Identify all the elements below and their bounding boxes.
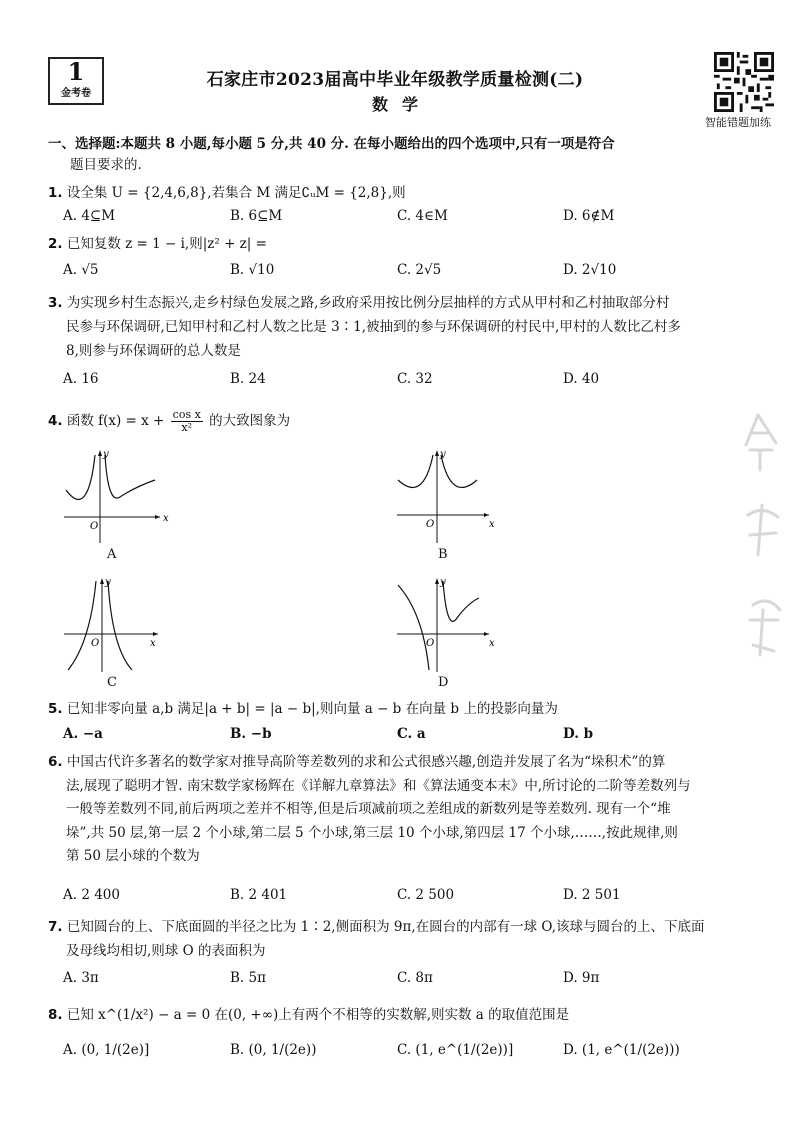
x-axis-arrow bbox=[484, 632, 489, 636]
curve-left bbox=[68, 581, 96, 670]
origin-label: O bbox=[426, 638, 435, 649]
question-line: 及母线均相切,则球 O 的表面积为 bbox=[66, 943, 266, 959]
q8-option-a[interactable]: A. (0, 1/(2e)] bbox=[63, 1042, 150, 1058]
question-stem: 已知非零向量 a,b 满足|a + b| = |a − b|,则向量 a − b 在向量 b 上的投影向量为 bbox=[66, 701, 558, 717]
exam-title: 石家庄市2023届高中毕业年级教学质量检测(二) bbox=[206, 70, 584, 90]
question-line: 一般等差数列不同,前后两项之差并不相等,但是后项减前项之差组成的新数列是等差数列. 现有一个“堆 bbox=[66, 801, 671, 817]
q7-option-c[interactable]: C. 8π bbox=[397, 970, 433, 986]
x-axis-arrow bbox=[484, 513, 489, 517]
watermark-calligraphy bbox=[738, 405, 788, 685]
question-line: 已知圆台的上、下底面圆的半径之比为 1∶2,侧面积为 9π,在圆台的内部有一球 O,该球与圆台的上、下底面 bbox=[66, 919, 705, 935]
axis-y-label: y bbox=[440, 577, 446, 588]
graph-d-label: D bbox=[438, 675, 449, 690]
y-axis-arrow bbox=[98, 450, 102, 456]
graph-d[interactable] bbox=[393, 573, 503, 673]
question-line: 为实现乡村生态振兴,走乡村绿色发展之路,乡政府采用按比例分层抽样的方式从甲村和乙村抽取部分村 bbox=[66, 295, 670, 311]
q1-option-c[interactable]: C. 4∈M bbox=[397, 208, 448, 224]
q6-option-a[interactable]: A. 2 400 bbox=[63, 887, 120, 903]
axis-x-label: x bbox=[489, 638, 495, 649]
q7-option-a[interactable]: A. 3π bbox=[63, 970, 99, 986]
question-number: 5. bbox=[48, 701, 63, 717]
graph-a[interactable] bbox=[60, 445, 170, 545]
x-axis-arrow bbox=[155, 515, 160, 519]
graph-a-label: A bbox=[107, 547, 117, 562]
origin-label: O bbox=[90, 521, 99, 532]
q1-option-b[interactable]: B. 6⊆M bbox=[230, 208, 283, 224]
q8-option-d[interactable]: D. (1, e^(1/(2e))) bbox=[563, 1042, 680, 1058]
question-stem: 设全集 U = {2,4,6,8},若集合 M 满足∁ᵤM = {2,8},则 bbox=[66, 185, 406, 201]
q3-option-d[interactable]: D. 40 bbox=[563, 371, 600, 387]
question-5 bbox=[48, 699, 558, 719]
graph-c-label: C bbox=[107, 675, 117, 690]
y-axis-arrow bbox=[435, 578, 439, 584]
qr-code-icon[interactable] bbox=[714, 52, 774, 112]
q5-option-b[interactable]: B. −b bbox=[230, 726, 272, 742]
question-line: 垛”,共 50 层,第一层 2 个小球,第二层 5 个小球,第三层 10 个小球,第四层 17 个小球,……,按此规律,则 bbox=[66, 824, 678, 841]
q3-option-b[interactable]: B. 24 bbox=[230, 371, 266, 387]
badge-label: 金考卷 bbox=[61, 88, 91, 99]
q2-option-d[interactable]: D. 2√10 bbox=[563, 262, 617, 278]
curve-left bbox=[398, 585, 429, 670]
x-axis-arrow bbox=[153, 632, 158, 636]
q3-option-c[interactable]: C. 32 bbox=[397, 371, 433, 387]
curve-left bbox=[66, 455, 95, 499]
q5-option-a[interactable]: A. −a bbox=[63, 726, 103, 742]
badge-number: 1 bbox=[67, 57, 85, 86]
y-axis-arrow bbox=[435, 450, 439, 456]
curve-right bbox=[105, 455, 155, 498]
fraction-numerator: cos x bbox=[172, 408, 201, 421]
qr-label: 智能错题加练 bbox=[705, 116, 771, 129]
q2-option-b[interactable]: B. √10 bbox=[230, 262, 275, 278]
question-number: 6. bbox=[48, 754, 63, 770]
axis-y-label: y bbox=[440, 449, 446, 460]
question-stem-post: 的大致图象为 bbox=[209, 413, 291, 429]
question-1 bbox=[48, 183, 406, 203]
question-8 bbox=[48, 1005, 569, 1025]
q1-option-a[interactable]: A. 4⊆M bbox=[63, 208, 116, 224]
q2-option-a[interactable]: A. √5 bbox=[63, 262, 99, 278]
question-7 bbox=[48, 915, 705, 963]
question-number: 3. bbox=[48, 295, 63, 311]
section-line1: 一、选择题:本题共 8 小题,每小题 5 分,共 40 分. 在每小题给出的四个选项中,只有一项是符合 bbox=[48, 136, 615, 152]
curve-right bbox=[443, 581, 479, 621]
curve-right bbox=[108, 581, 132, 670]
q2-option-c[interactable]: C. 2√5 bbox=[397, 262, 442, 278]
q8-option-c[interactable]: C. (1, e^(1/(2e))] bbox=[397, 1042, 514, 1058]
y-axis-arrow bbox=[100, 578, 104, 584]
axis-x-label: x bbox=[150, 638, 156, 649]
origin-label: O bbox=[91, 638, 100, 649]
question-stem: 已知复数 z = 1 − i,则|z² + z| = bbox=[66, 236, 267, 252]
question-number: 1. bbox=[48, 185, 63, 201]
question-number: 4. bbox=[48, 413, 63, 429]
fraction-denominator: x² bbox=[181, 421, 193, 434]
q1-option-d[interactable]: D. 6∉M bbox=[563, 208, 615, 224]
question-number: 8. bbox=[48, 1007, 63, 1023]
q6-option-d[interactable]: D. 2 501 bbox=[563, 887, 621, 903]
question-number: 2. bbox=[48, 236, 63, 252]
axis-x-label: x bbox=[163, 513, 169, 524]
question-3 bbox=[48, 291, 681, 363]
question-stem-pre: 函数 f(x) = x + bbox=[66, 413, 165, 429]
question-6 bbox=[48, 751, 691, 869]
question-line: 第 50 层小球的个数为 bbox=[66, 848, 200, 864]
question-line: 中国古代许多著名的数学家对推导高阶等差数列的求和公式很感兴趣,创造并发展了名为“垛积术”的算 bbox=[66, 754, 666, 770]
q5-option-d[interactable]: D. b bbox=[563, 726, 594, 742]
question-line: 民参与环保调研,已知甲村和乙村人数之比是 3∶1,被抽到的参与环保调研的村民中,甲村的人数比乙村多 bbox=[66, 319, 681, 335]
q8-option-b[interactable]: B. (0, 1/(2e)) bbox=[230, 1042, 317, 1058]
axis-y-label: y bbox=[105, 577, 111, 588]
origin-label: O bbox=[426, 519, 435, 530]
q6-option-c[interactable]: C. 2 500 bbox=[397, 887, 455, 903]
q7-option-b[interactable]: B. 5π bbox=[230, 970, 266, 986]
axis-x-label: x bbox=[489, 519, 495, 530]
subject-title: 数学 bbox=[371, 95, 432, 114]
q3-option-a[interactable]: A. 16 bbox=[63, 371, 99, 387]
curve-right bbox=[441, 455, 477, 487]
section-instructions bbox=[48, 134, 615, 176]
question-line: 8,则参与环保调研的总人数是 bbox=[66, 343, 241, 359]
curve-left bbox=[398, 455, 433, 487]
fraction bbox=[171, 409, 203, 434]
question-4 bbox=[48, 409, 290, 434]
graph-c[interactable] bbox=[60, 573, 170, 673]
q7-option-d[interactable]: D. 9π bbox=[563, 970, 600, 986]
question-number: 7. bbox=[48, 919, 63, 935]
question-line: 法,展现了聪明才智. 南宋数学家杨辉在《详解九章算法》和《算法通变本末》中,所讨论的二阶等差数列与 bbox=[66, 777, 691, 794]
axis-y-label: y bbox=[103, 449, 109, 460]
graph-b[interactable] bbox=[393, 445, 503, 545]
q6-option-b[interactable]: B. 2 401 bbox=[230, 887, 288, 903]
question-2 bbox=[48, 234, 267, 254]
graph-b-label: B bbox=[438, 547, 448, 562]
q5-option-c[interactable]: C. a bbox=[397, 726, 426, 742]
question-stem: 已知 x^(1/x²) − a = 0 在(0, +∞)上有两个不相等的实数解,则实数 a 的取值范围是 bbox=[66, 1007, 570, 1023]
section-line2: 题目要求的. bbox=[70, 157, 142, 173]
